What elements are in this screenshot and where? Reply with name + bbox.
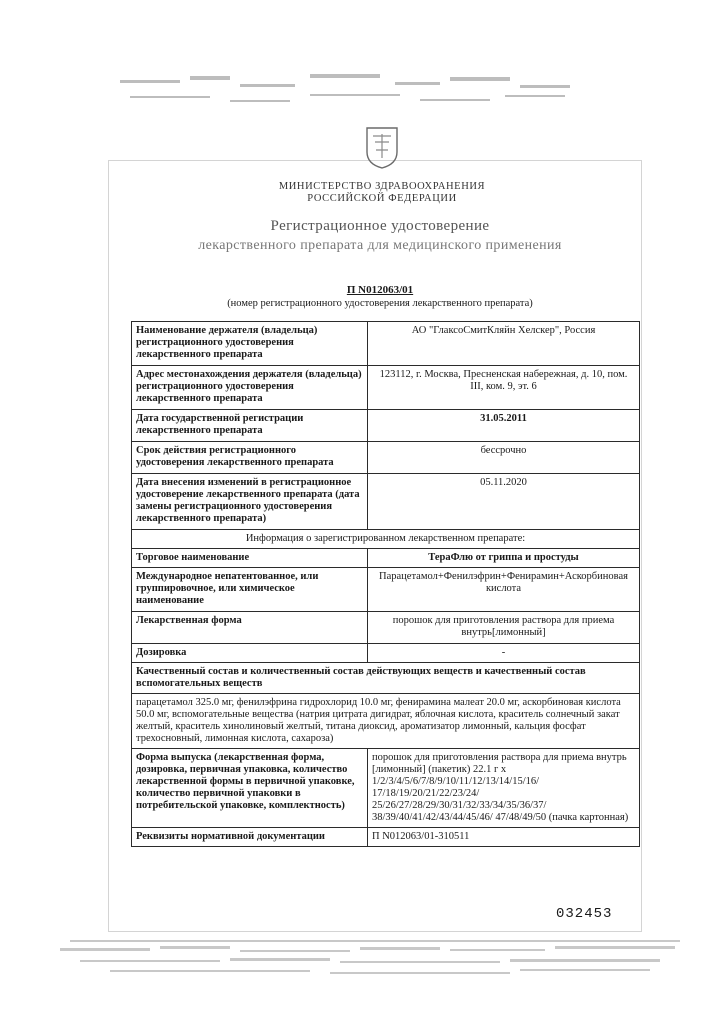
dosage-form-value: порошок для приготовления раствора для приема внутрь[лимонный]	[368, 612, 640, 644]
table-row	[132, 474, 640, 530]
table-row	[132, 749, 640, 828]
table-row	[132, 322, 640, 366]
trade-name-value: ТераФлю от гриппа и простуды	[368, 549, 640, 568]
inn-label: Международное непатентованное, или группировочное, или химическое наименование	[132, 568, 368, 612]
certificate-table	[131, 321, 640, 847]
normative-doc-value: П N012063/01-310511	[368, 828, 640, 847]
validity-value: бессрочно	[368, 442, 640, 474]
change-date-value: 05.11.2020	[368, 474, 640, 530]
trade-name-label: Торговое наименование	[132, 549, 368, 568]
table-row	[132, 442, 640, 474]
change-date-label: Дата внесения изменений в регистрационное удостоверение лекарственного препарата (дата замены регистрационного удостоверения лекарственного препарата)	[132, 474, 368, 530]
header-watermark	[110, 66, 580, 114]
ministry-name-line1: МИНИСТЕРСТВО ЗДРАВООХРАНЕНИЯ	[278, 181, 486, 192]
release-form-value: порошок для приготовления раствора для приема внутрь [лимонный] (пакетик) 22.1 г x 1/2/3/4/5/6/7/8/9/10/11/12/13/14/15/16/ 17/18/19/20/21/22/23/24/ 25/26/27/28/29/30/31/32/33/34/35/36/37/ 38/39/40/41/42/43/44/45/46/ 47/48/49/50 (пачка картонная)	[368, 749, 640, 828]
registration-date-label: Дата государственной регистрации лекарственного препарата	[132, 410, 368, 442]
registration-date-value: 31.05.2011	[368, 410, 640, 442]
inn-value: Парацетамол+Фенилэфрин+Фенирамин+Аскорбиновая кислота	[368, 568, 640, 612]
address-label: Адрес местонахождения держателя (владельца) регистрационного удостоверения лекарственного препарата	[132, 366, 368, 410]
table-row	[132, 530, 640, 549]
table-row	[132, 549, 640, 568]
dosage-label: Дозировка	[132, 644, 368, 663]
release-form-label: Форма выпуска (лекарственная форма, дозировка, первичная упаковка, количество лекарственной формы в первичной упаковке, количество первичной упаковки в потребительской упаковке, комплектность)	[132, 749, 368, 828]
table-row	[132, 410, 640, 442]
coat-of-arms-emblem	[363, 124, 401, 170]
registration-number-caption: (номер регистрационного удостоверения лекарственного препарата)	[227, 298, 533, 309]
composition-header: Качественный состав и количественный состав действующих веществ и качественный состав вспомогательных веществ	[132, 663, 640, 694]
certificate-subtitle: лекарственного препарата для медицинского применения	[198, 238, 562, 253]
address-value: 123112, г. Москва, Пресненская набережная, д. 10, пом. III, ком. 9, эт. 6	[368, 366, 640, 410]
validity-label: Срок действия регистрационного удостоверения лекарственного препарата	[132, 442, 368, 474]
dosage-form-label: Лекарственная форма	[132, 612, 368, 644]
footer-watermark	[50, 934, 700, 984]
holder-label: Наименование держателя (владельца) регистрационного удостоверения лекарственного препарата	[132, 322, 368, 366]
composition-text: парацетамол 325.0 мг, фенилэфрина гидрохлорид 10.0 мг, фенирамина малеат 20.0 мг, аскорбиновая кислота 50.0 мг, вспомогательные вещества (натрия цитрата дигидрат, яблочная кислота, краситель солнечный закат желтый, краситель хинолиновый желтый, титана диоксид, ароматизатор лимонный, кальция фосфат трехосновный, лимонная кислота, сахароза)	[132, 694, 640, 749]
table-row	[132, 828, 640, 847]
ministry-name-line2: РОССИЙСКОЙ ФЕДЕРАЦИИ	[307, 193, 457, 204]
registration-number: П N012063/01	[346, 284, 414, 296]
table-row	[132, 694, 640, 749]
table-row	[132, 644, 640, 663]
normative-doc-label: Реквизиты нормативной документации	[132, 828, 368, 847]
document-serial-number: 032453	[556, 906, 613, 922]
holder-value: АО "ГлаксоСмитКляйн Хелскер", Россия	[368, 322, 640, 366]
drug-info-header: Информация о зарегистрированном лекарственном препарате:	[132, 530, 640, 549]
dosage-value: -	[368, 644, 640, 663]
certificate-title: Регистрационное удостоверение	[270, 218, 490, 234]
table-row	[132, 568, 640, 612]
table-row	[132, 612, 640, 644]
table-row	[132, 663, 640, 694]
table-row	[132, 366, 640, 410]
